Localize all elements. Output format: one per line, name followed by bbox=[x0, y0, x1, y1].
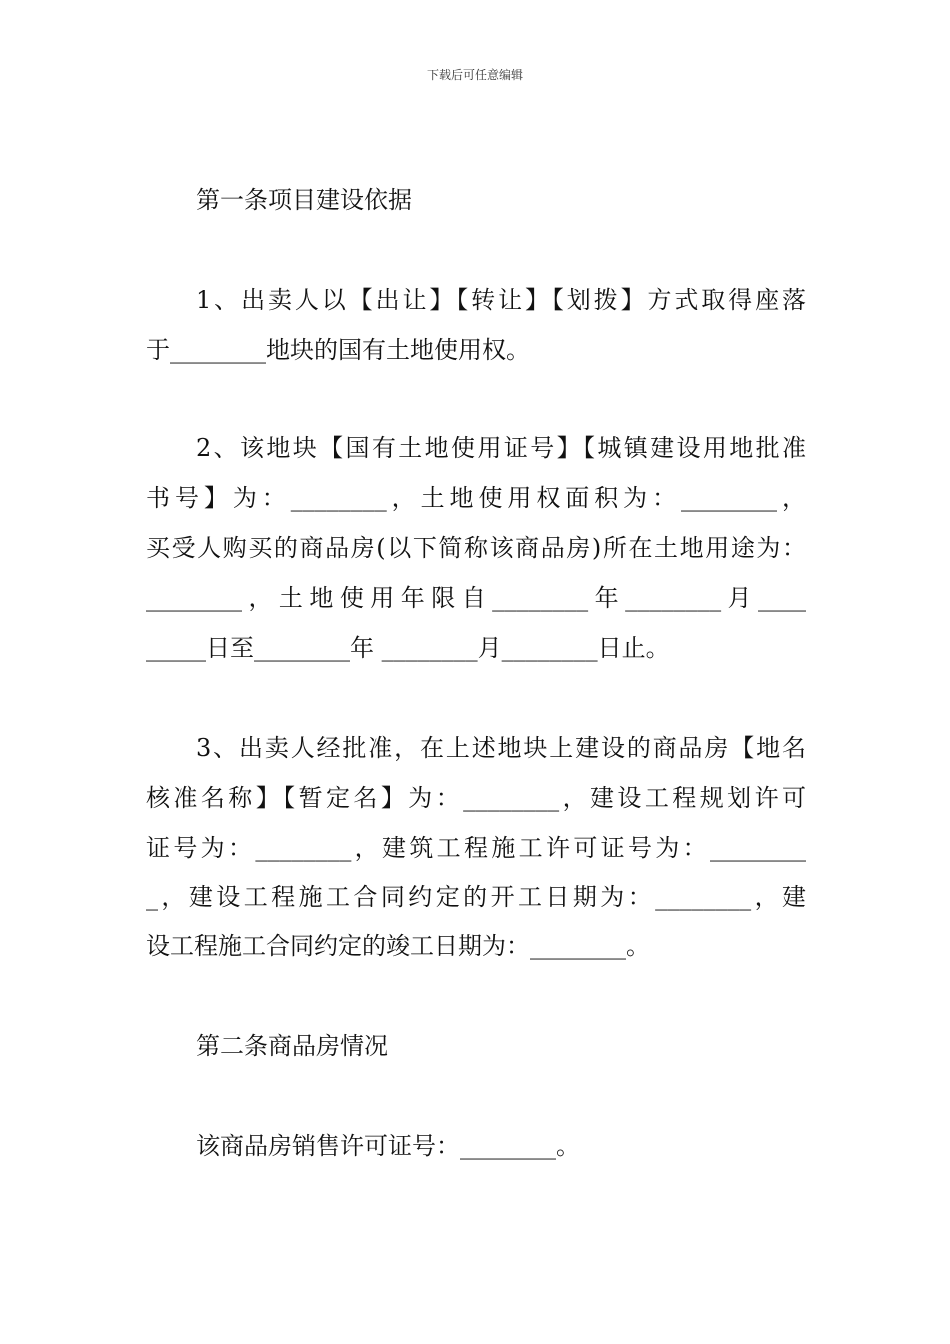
clause-2-line-4: ________，土地使用年限自________年________月____ bbox=[146, 584, 806, 612]
clause-2-line-1: 2、该地块【国有土地使用证号】【城镇建设用地批准 bbox=[196, 434, 806, 462]
clause-3-line-2: 核准名称】【暂定名】为：________，建设工程规划许可 bbox=[146, 784, 806, 812]
clause-3-line-3: 证号为：________，建筑工程施工许可证号为：________ bbox=[146, 834, 806, 862]
clause-1-line-2: 于________地块的国有土地使用权。 bbox=[146, 336, 530, 364]
sales-permit-line: 该商品房销售许可证号：________。 bbox=[196, 1132, 580, 1160]
clause-3-line-1: 3、出卖人经批准，在上述地块上建设的商品房【地名 bbox=[196, 734, 806, 762]
clause-2-line-2: 书号】为：________，土地使用权面积为：________， bbox=[146, 484, 806, 512]
article-2-heading: 第二条商品房情况 bbox=[196, 1032, 388, 1060]
clause-3-line-5: 设工程施工合同约定的竣工日期为：________。 bbox=[146, 932, 650, 960]
clause-2-line-5: _____日至________年 ________月________日止。 bbox=[146, 634, 670, 662]
clause-3-line-4: _，建设工程施工合同约定的开工日期为：________，建 bbox=[146, 883, 806, 911]
clause-1-line-1: 1、出卖人以【出让】【转让】【划拨】方式取得座落 bbox=[196, 286, 806, 314]
article-1-heading: 第一条项目建设依据 bbox=[196, 186, 412, 214]
clause-2-line-3: 买受人购买的商品房(以下简称该商品房)所在土地用途为： bbox=[146, 534, 806, 562]
page-header: 下载后可任意编辑 bbox=[426, 68, 523, 82]
